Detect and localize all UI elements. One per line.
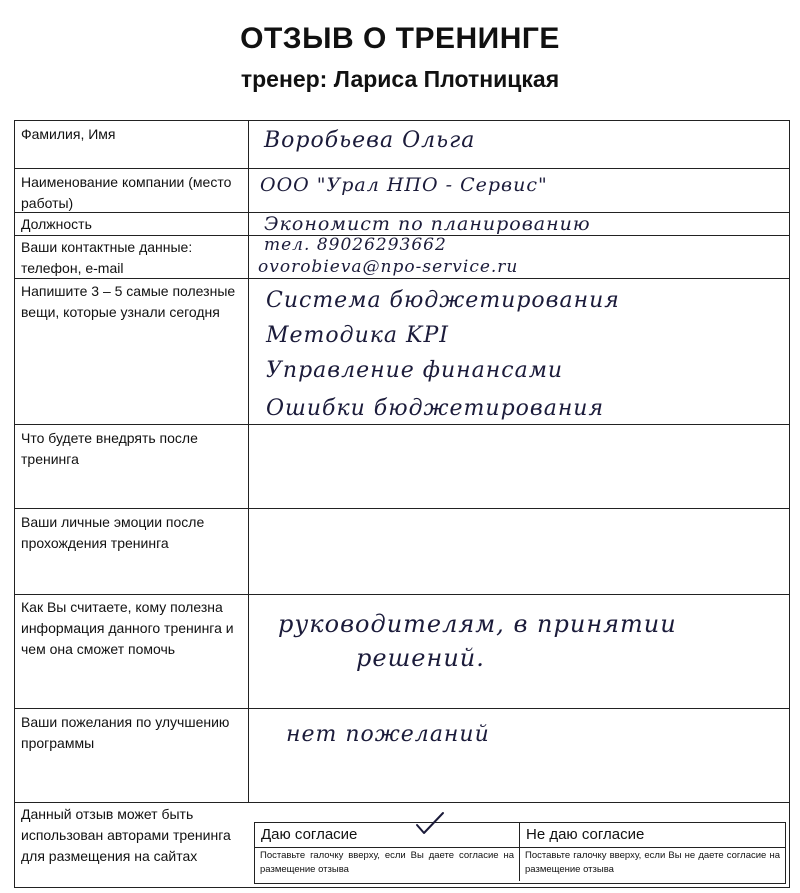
company-label: Наименование компании (место работы): [21, 174, 232, 211]
emotions-label: Ваши личные эмоции после прохождения тренинга: [21, 514, 205, 551]
useful-for-label: Как Вы считаете, кому полезна информация данного тренинга и чем она сможет помочь: [21, 599, 234, 657]
useful-for-answer-line2[interactable]: решений.: [356, 644, 485, 672]
useful-answer-3[interactable]: Управление финансами: [266, 358, 564, 383]
consent-agree-hint: Поставьте галочку вверху, если Вы даете согласие на размещение отзыва: [260, 850, 514, 875]
trainer-subtitle: тренер: Лариса Плотницкая: [240, 66, 560, 92]
name-label: Фамилия, Имя: [21, 126, 116, 142]
phone-answer[interactable]: тел. 89026293662: [264, 235, 447, 255]
row-divider: [14, 168, 790, 169]
page-title: ОТЗЫВ О ТРЕНИНГЕ: [240, 22, 560, 55]
row-divider: [14, 708, 790, 709]
row-divider: [14, 508, 790, 509]
useful-answer-1[interactable]: Система бюджетирования: [266, 288, 620, 313]
useful-answer-4[interactable]: Ошибки бюджетирования: [266, 396, 605, 421]
row-divider: [14, 802, 790, 803]
feedback-form: [14, 120, 790, 888]
company-answer[interactable]: ООО "Урал НПО - Сервис": [260, 174, 548, 196]
checkmark-icon: [415, 811, 445, 837]
row-divider: [14, 594, 790, 595]
row-divider: [14, 424, 790, 425]
wishes-label: Ваши пожелания по улучшению программы: [21, 714, 230, 751]
consent-disagree-cell[interactable]: [520, 823, 785, 881]
useful-for-answer-line1[interactable]: руководителям, в принятии: [278, 610, 677, 638]
wishes-answer[interactable]: нет пожеланий: [286, 722, 490, 747]
contacts-label: Ваши контактные данные: телефон, e-mail: [21, 239, 193, 276]
useful-label: Напишите 3 – 5 самые полезные вещи, которые узнали сегодня: [21, 283, 236, 320]
consent-agree-label: Даю согласие: [255, 823, 519, 848]
consent-disagree-label: Не даю согласие: [520, 823, 785, 848]
name-answer[interactable]: Воробьева Ольга: [264, 128, 476, 153]
position-answer[interactable]: Экономист по планированию: [264, 213, 591, 235]
position-label: Должность: [21, 216, 92, 232]
useful-answer-2[interactable]: Методика KPI: [266, 323, 449, 348]
implement-label: Что будете внедрять после тренинга: [21, 430, 198, 467]
consent-disagree-hint: Поставьте галочку вверху, если Вы не даете согласие на размещение отзыва: [525, 850, 780, 875]
consent-box: [254, 822, 786, 884]
column-divider: [248, 120, 249, 802]
publish-label: Данный отзыв может быть использован авторами тренинга для размещения на сайтах: [21, 806, 231, 864]
consent-agree-cell[interactable]: [255, 823, 520, 881]
email-answer[interactable]: ovorobieva@npo-service.ru: [258, 257, 519, 277]
